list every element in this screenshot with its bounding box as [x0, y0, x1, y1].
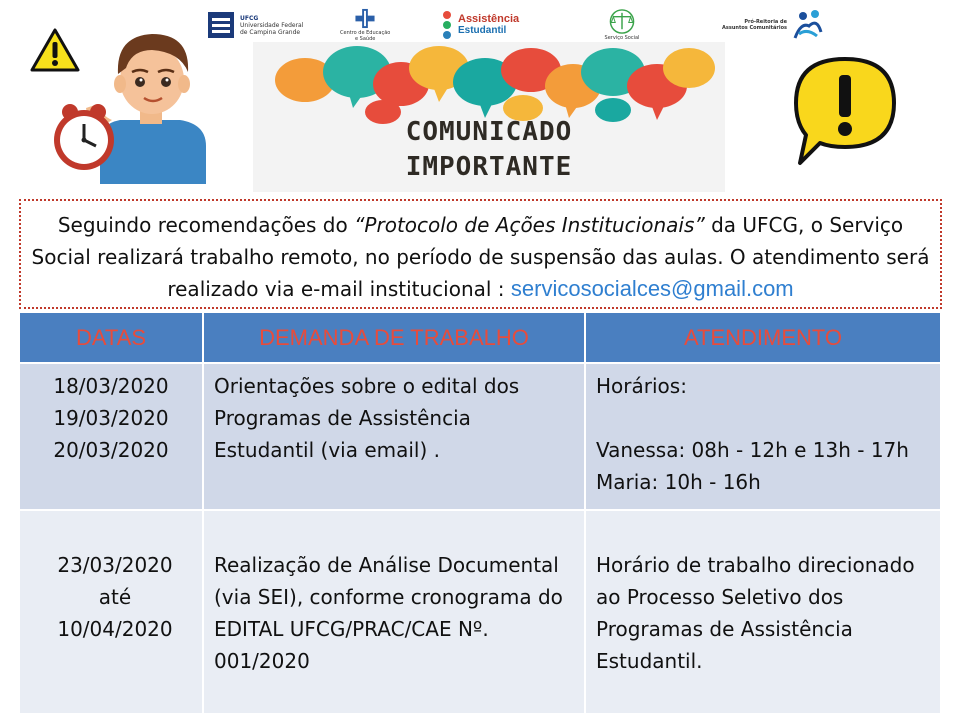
prac-line2: Assuntos Comunitários	[722, 25, 787, 31]
date-line: 20/03/2020	[53, 438, 169, 462]
servico-social-text: Serviço Social	[604, 35, 640, 41]
health-cross-icon	[354, 8, 376, 29]
boy-with-alarm-clock-illustration	[40, 28, 206, 184]
service-line	[596, 402, 930, 434]
ae-subtitle: Estudantil	[458, 25, 507, 36]
table-header-row	[20, 313, 940, 362]
banner-title-line1: COMUNICADO	[405, 117, 573, 147]
date-line: até	[98, 585, 132, 609]
prac-logo	[722, 8, 825, 42]
service-line: Vanessa: 08h - 12h e 13h - 17h	[596, 438, 909, 462]
ae-title: Assistência	[458, 13, 520, 25]
assistencia-estudantil-logo	[440, 8, 519, 42]
notice-protocol-title: “Protocolo de Ações Institucionais”	[354, 213, 705, 237]
email-link[interactable]: servicosocialces@gmail.com	[510, 276, 794, 301]
prac-line1: Pró-Reitoria de	[744, 19, 787, 25]
service-line: Horários:	[596, 374, 687, 398]
table-row	[20, 364, 940, 509]
exclamation-speech-bubble-icon	[790, 55, 900, 167]
demand-cell: Realização de Análise Documental (via SEI), conforme cronograma do EDITAL UFCG/PRAC/CAE Nº. 001/2020	[204, 511, 584, 713]
ufcg-abbr: UFCG	[240, 14, 259, 22]
demand-cell: Orientações sobre o edital dos Programas de Assistência Estudantil (via email) .	[204, 364, 584, 509]
notice-text-part1: Seguindo recomendações do	[57, 213, 355, 237]
service-cell: Horário de trabalho direcionado ao Processo Seletivo dos Programas de Assistência Estudantil.	[586, 511, 940, 713]
date-line: 19/03/2020	[53, 406, 169, 430]
ces-logo	[340, 8, 390, 42]
date-line: 10/04/2020	[57, 617, 173, 641]
ces-line2: e Saúde	[355, 36, 376, 42]
notice-box	[19, 199, 942, 309]
ufcg-emblem-icon	[206, 10, 236, 40]
date-line: 18/03/2020	[53, 374, 169, 398]
date-line: 23/03/2020	[57, 553, 173, 577]
dates-cell	[20, 511, 202, 713]
header-datas: DATAS	[20, 313, 202, 362]
ufcg-logo	[206, 8, 303, 42]
comunicado-banner	[253, 42, 725, 192]
banner-title-line2: IMPORTANTE	[405, 152, 573, 182]
table-row	[20, 511, 940, 713]
servico-social-logo	[604, 8, 640, 42]
header-atendimento: ATENDIMENTO	[586, 313, 940, 362]
people-icon	[440, 10, 454, 40]
header-demanda: DEMANDA DE TRABALHO	[204, 313, 584, 362]
ufcg-name-line1: Universidade Federal	[240, 21, 304, 29]
service-cell	[586, 364, 940, 509]
dates-cell	[20, 364, 202, 509]
people-hug-icon	[791, 8, 825, 42]
ces-line1: Centro de Educação	[340, 30, 391, 36]
ufcg-name-line2: de Campina Grande	[240, 28, 301, 36]
scales-icon	[604, 8, 640, 35]
schedule-table	[20, 313, 940, 713]
service-line: Maria: 10h - 16h	[596, 470, 761, 494]
notice-text-part2: da UFCG, o Serviço Social realizará trabalho remoto, no período de suspensão das aulas. O atendimento será realizado via e-mail institucional :	[31, 213, 930, 301]
